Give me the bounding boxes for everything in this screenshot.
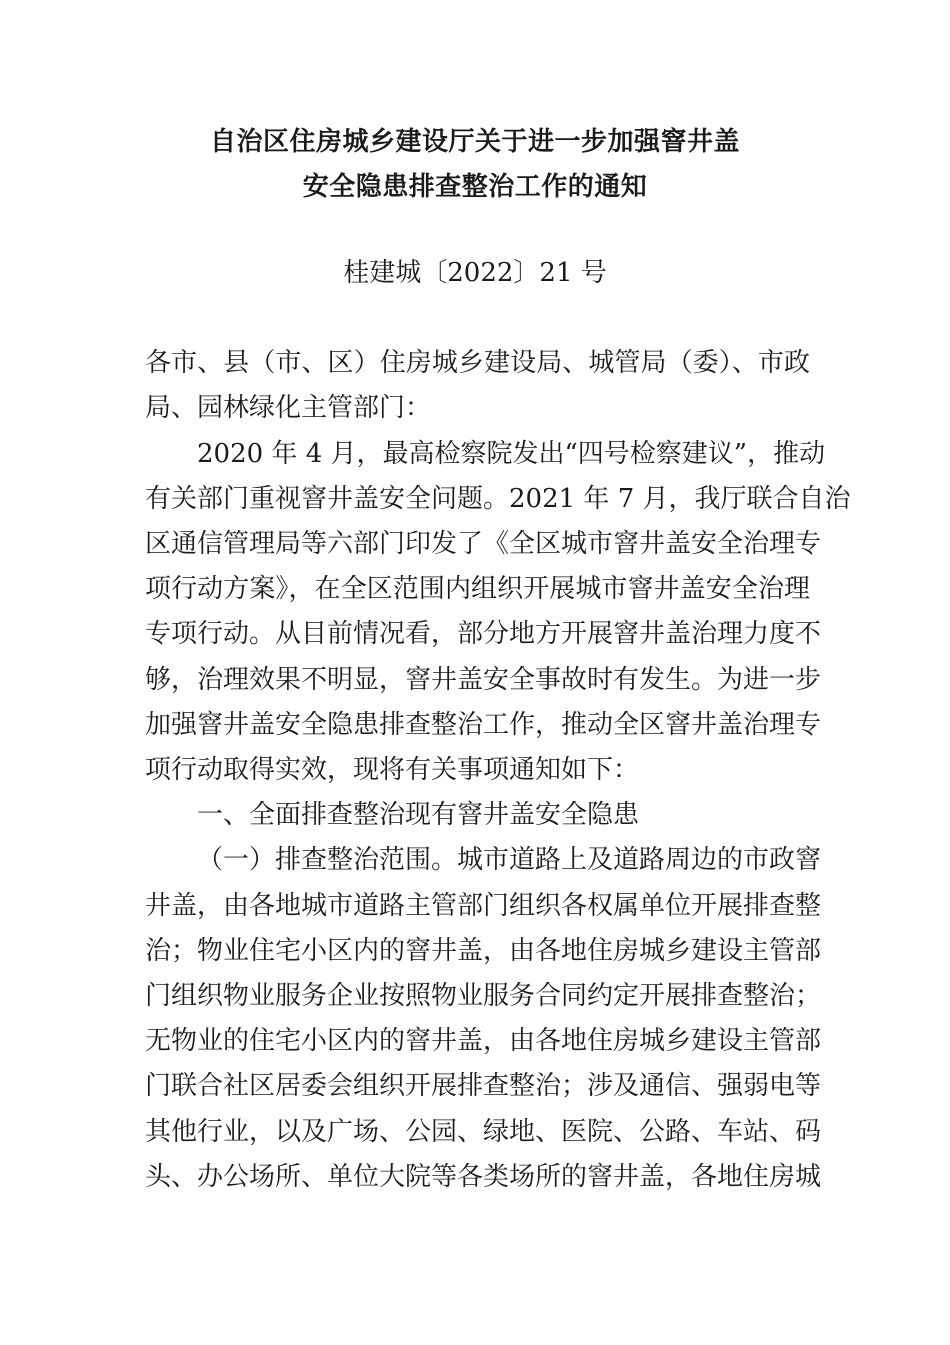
paragraph-line: 无物业的住宅小区内的窨井盖，由各地住房城乡建设主管部 [145,1026,822,1056]
document-number: 桂建城〔2022〕21 号 [343,258,607,288]
paragraph-line: 头、办公场所、单位大院等各类场所的窨井盖，各地住房城 [145,1162,822,1192]
paragraph-line: 项行动取得实效，现将有关事项通知如下： [145,755,640,785]
section-heading: 一、全面排查整治现有窨井盖安全隐患 [197,800,640,830]
paragraph-line: 项行动方案》，在全区范围内组织开展城市窨井盖安全治理 [145,574,810,604]
paragraph-line: 其他行业，以及广场、公园、绿地、医院、公路、车站、码 [145,1117,822,1147]
paragraph-line: 门组织物业服务企业按照物业服务合同约定开展排查整治； [145,981,822,1011]
title-line-2: 安全隐患排查整治工作的通知 [302,172,648,202]
paragraph-line: 专项行动。从目前情况看，部分地方开展窨井盖治理力度不 [145,619,822,649]
addressee-line-1: 各市、县（市、区）住房城乡建设局、城管局（委）、市政 [145,348,810,378]
paragraph-line: 治；物业住宅小区内的窨井盖，由各地住房城乡建设主管部 [145,936,822,966]
title-line-1: 自治区住房城乡建设厅关于进一步加强窨井盖 [209,127,740,157]
paragraph-line: 2020 年 4 月，最高检察院发出“四号检察建议”，推动 [197,439,826,469]
paragraph-line: 区通信管理局等六部门印发了《全区城市窨井盖安全治理专 [145,529,822,559]
paragraph-line: 井盖，由各地城市道路主管部门组织各权属单位开展排查整 [145,891,822,921]
addressee-line-2: 局、园林绿化主管部门： [145,393,432,423]
paragraph-line: 有关部门重视窨井盖安全问题。2021 年 7 月，我厅联合自治 [145,484,851,514]
paragraph-line: 门联合社区居委会组织开展排查整治；涉及通信、强弱电等 [145,1071,822,1101]
paragraph-line: 加强窨井盖安全隐患排查整治工作，推动全区窨井盖治理专 [145,710,822,740]
paragraph-line: （一）排查整治范围。城市道路上及道路周边的市政窨 [197,845,822,875]
paragraph-line: 够，治理效果不明显，窨井盖安全事故时有发生。为进一步 [145,665,822,695]
